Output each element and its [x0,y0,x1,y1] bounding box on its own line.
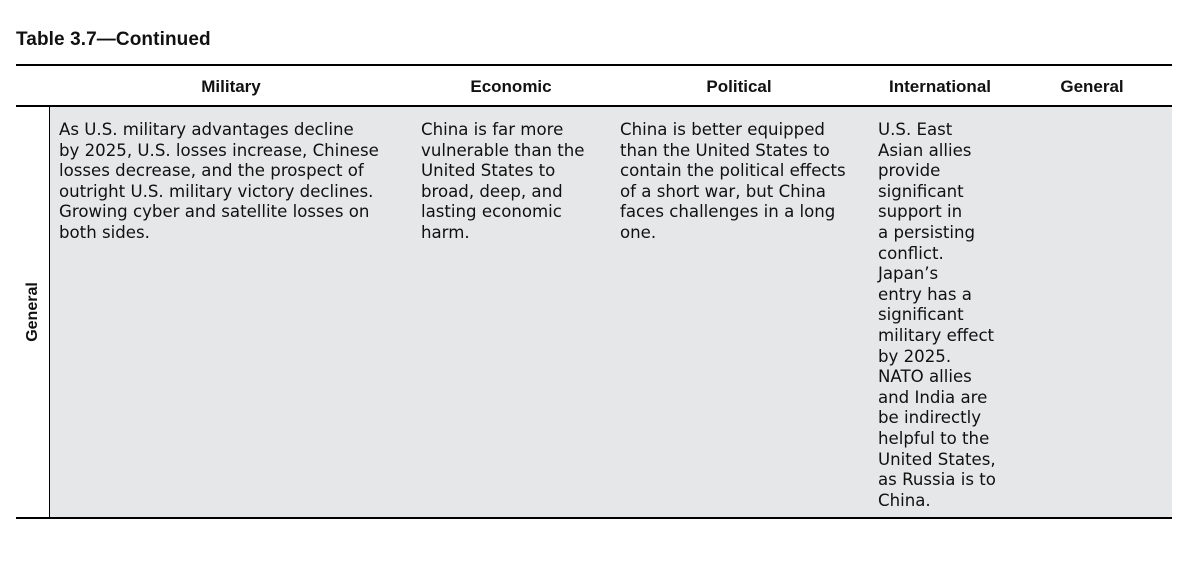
row-label-divider [49,107,50,517]
table-bottom-rule [16,517,1172,519]
table-caption: Table 3.7—Continued [16,29,211,50]
table-top-rule [16,64,1172,66]
column-header-general: General [1060,77,1124,96]
column-header-economic: Economic [470,77,552,96]
cell-military: As U.S. military advantages decline by 2025, U.S. losses increase, Chinese losses decrease, and the prospect of outright U.S. military victory declines. Growing cyber and satellite losses on both sides. [59,120,379,242]
cell-international: U.S. East Asian allies provide significant support in a persisting conflict. Japan’s entry has a significant military effect by 2025. NATO allies and India are be indirectly helpful to the United States, as Russia is to China. [878,120,996,510]
cell-political: China is better equipped than the United States to contain the political effects of a short war, but China faces challenges in a long one. [620,120,846,242]
column-header-political: Political [706,77,772,96]
cell-economic: China is far more vulnerable than the United States to broad, deep, and lasting economic harm. [421,120,585,242]
column-header-international: International [888,77,991,96]
column-header-military: Military [201,77,261,96]
row-label-general: General [24,282,41,342]
